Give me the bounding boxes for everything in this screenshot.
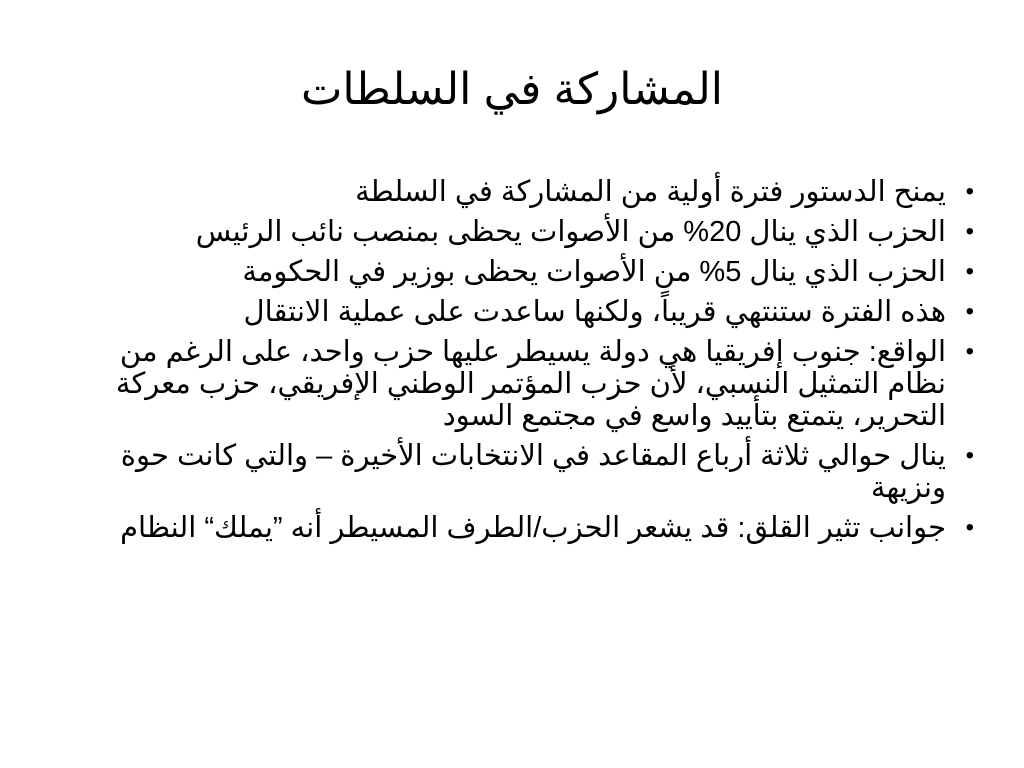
bullet-text: هذه الفترة ستنتهي قريباً، ولكنها ساعدت على عملية الانتقال (243, 296, 946, 328)
bullet-icon: • (965, 514, 974, 541)
slide-title: المشاركة في السلطات (300, 65, 724, 114)
bullet-icon: • (965, 178, 974, 205)
bullet-text: الواقع: جنوب إفريقيا هي دولة يسيطر عليها حزب واحد، على الرغم من نظام التمثيل النسبي، لأن حزب المؤتمر الوطني الإفريقي، حزب معركة التحرير، يتمتع بتأييد واسع في مجتمع السود (115, 336, 946, 432)
list-item (86, 296, 974, 328)
bullet-icon: • (965, 442, 974, 469)
bullet-icon: • (965, 298, 974, 325)
bullet-list (86, 176, 974, 552)
bullet-text: جوانب تثير القلق: قد يشعر الحزب/الطرف المسيطر أنه ”يملك“ النظام (120, 512, 946, 544)
list-item (86, 256, 974, 288)
list-item (86, 336, 974, 432)
bullet-text: يمنح الدستور فترة أولية من المشاركة في السلطة (355, 176, 946, 208)
list-item (86, 440, 974, 504)
list-item (86, 512, 974, 544)
bullet-icon: • (965, 338, 974, 365)
list-item (86, 216, 974, 248)
bullet-text: الحزب الذي ينال 20% من الأصوات يحظى بمنصب نائب الرئيس (195, 216, 946, 248)
bullet-text: الحزب الذي ينال 5% من الأصوات يحظى بوزير في الحكومة (242, 256, 946, 288)
bullet-text: ينال حوالي ثلاثة أرباع المقاعد في الانتخابات الأخيرة – والتي كانت حوة ونزيهة (120, 440, 946, 504)
list-item (86, 176, 974, 208)
bullet-icon: • (965, 218, 974, 245)
bullet-icon: • (965, 258, 974, 285)
